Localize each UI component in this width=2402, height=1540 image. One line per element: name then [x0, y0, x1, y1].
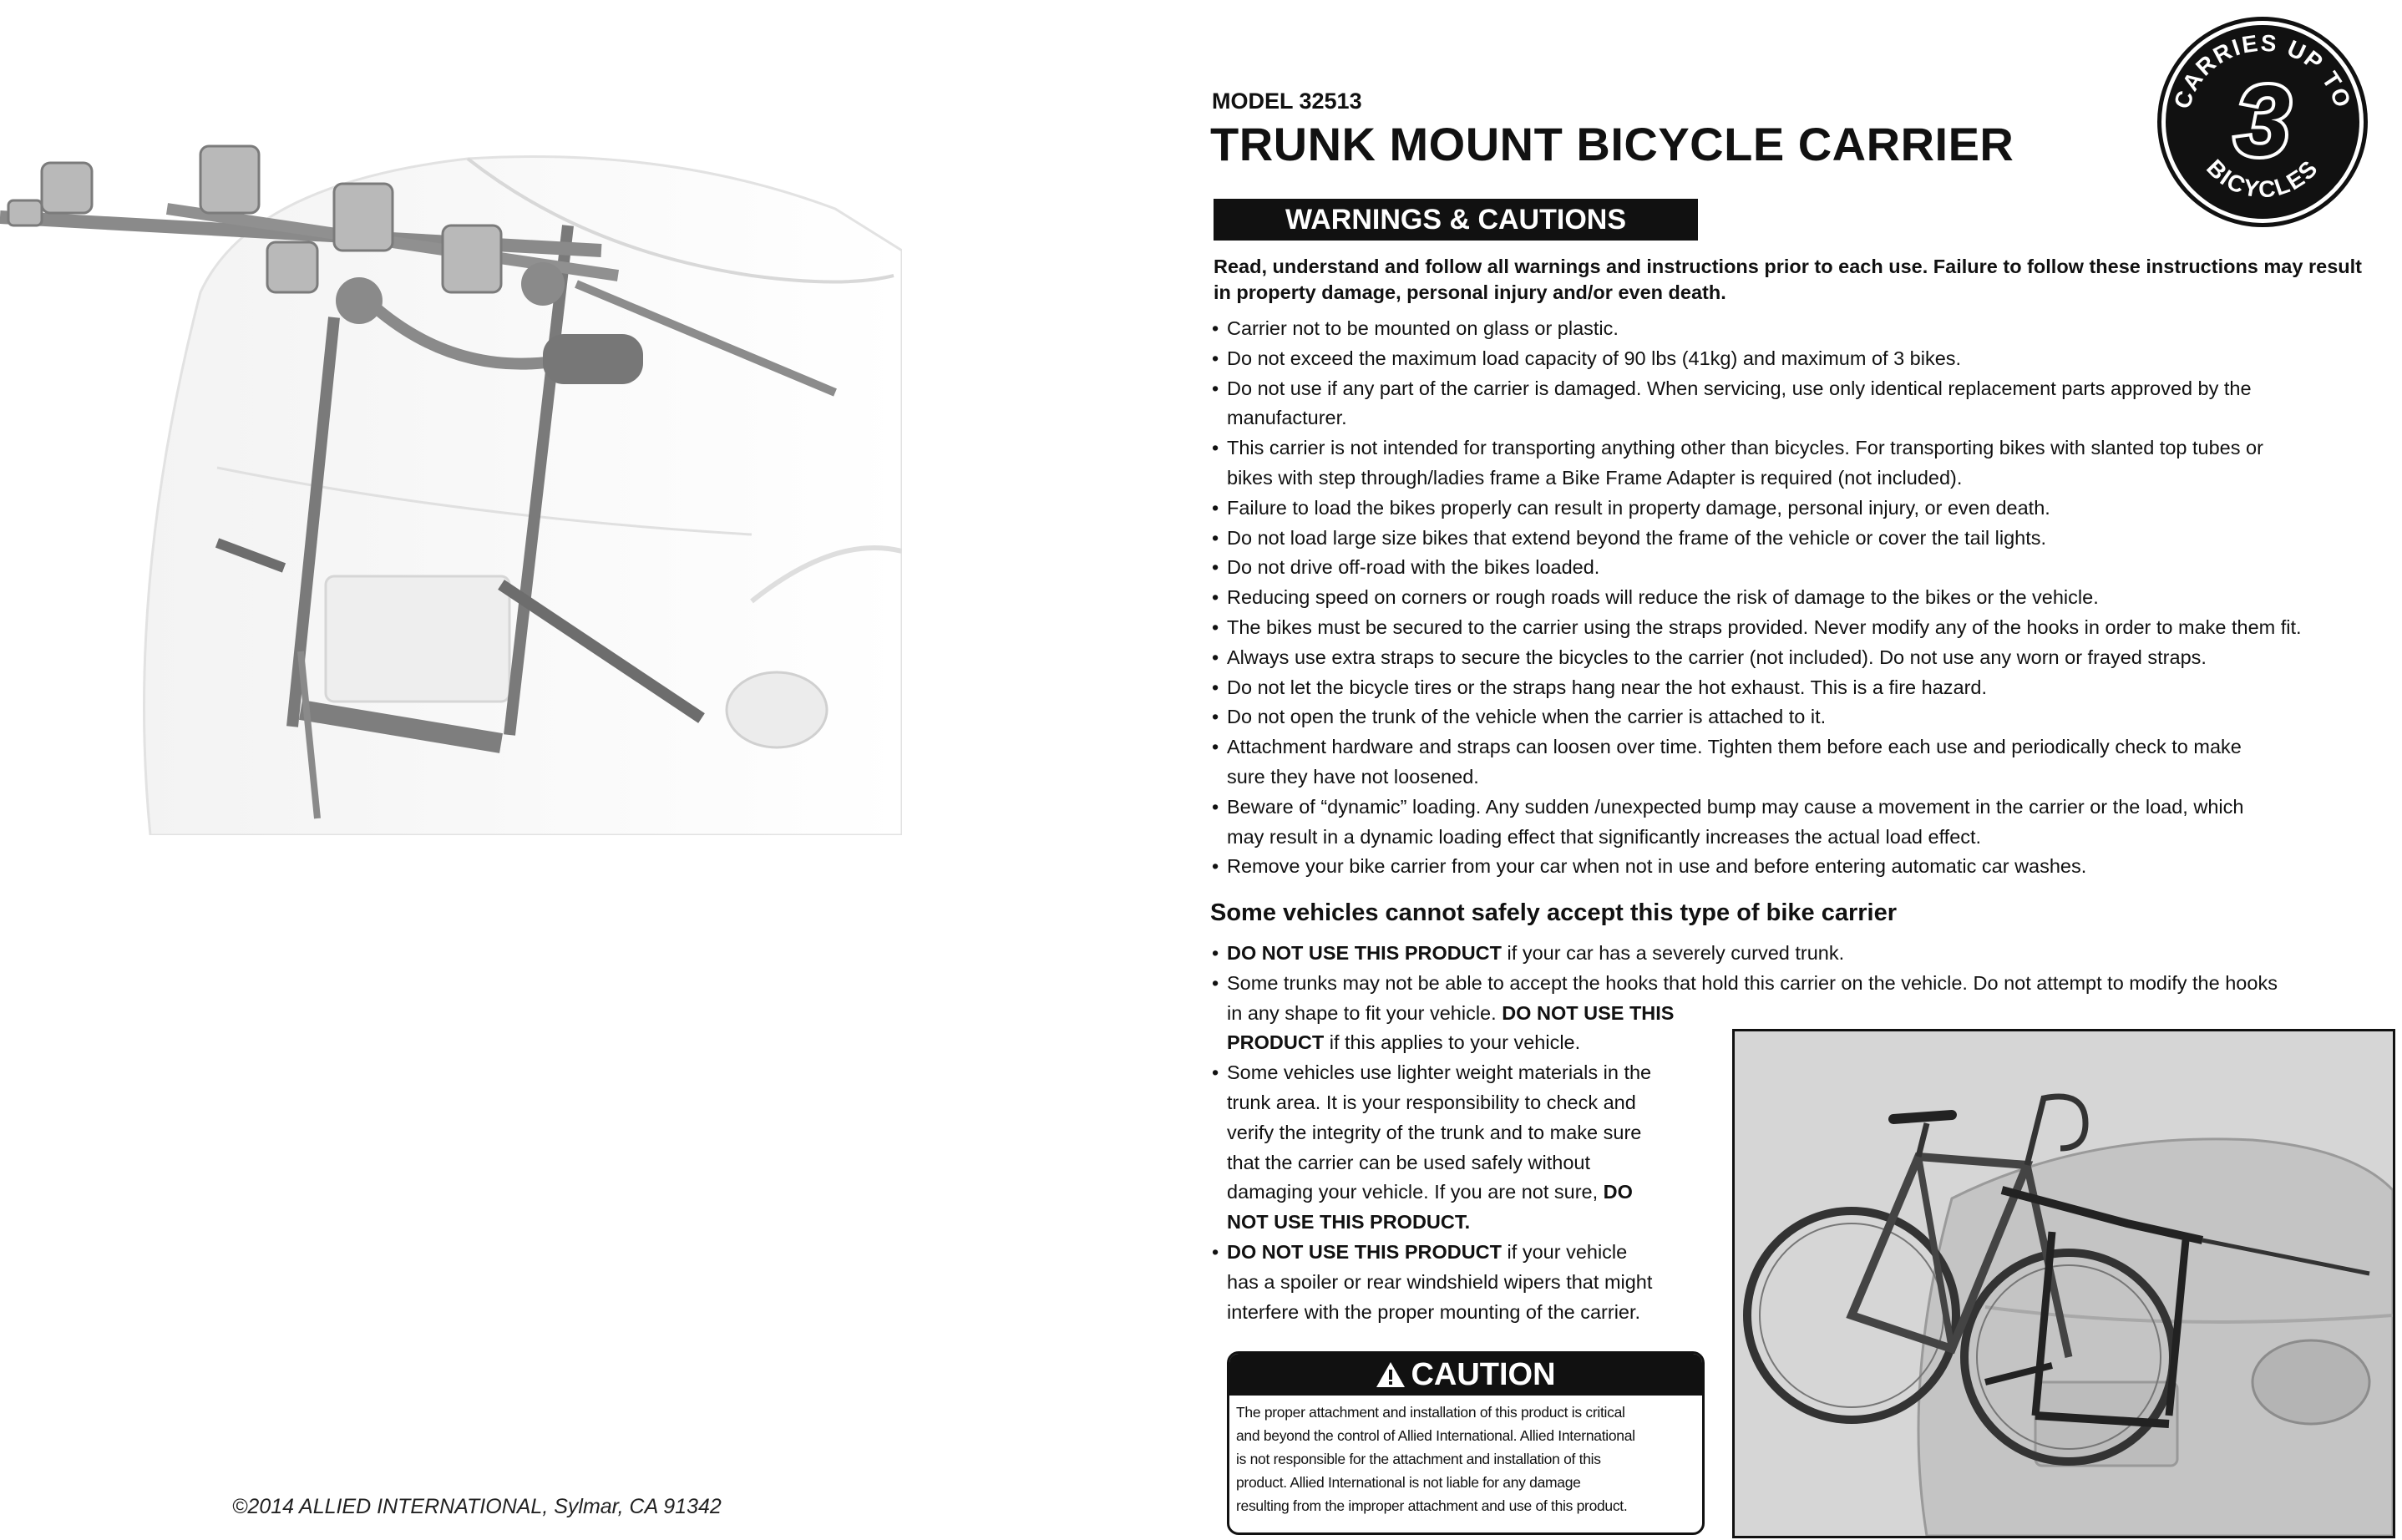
warning-item: • Attachment hardware and straps can loosen over time. Tighten them before each use and periodically check to make sure they have not loosened.	[1212, 732, 2398, 793]
badge-top-text: CARRIES UP TO	[2168, 29, 2357, 113]
caution-title: CAUTION	[1411, 1356, 1556, 1392]
page-title: TRUNK MOUNT BICYCLE CARRIER	[1210, 118, 2014, 170]
warning-item: • Do not let the bicycle tires or the straps hang near the hot exhaust. This is a fire hazard.	[1212, 673, 2398, 703]
caution-box	[1227, 1351, 1705, 1535]
warning-item: • The bikes must be secured to the carrier using the straps provided. Never modify any of the hooks in order to make them fit.	[1212, 613, 2398, 643]
warning-item: • Do not drive off-road with the bikes loaded.	[1212, 553, 2398, 583]
caution-text: The proper attachment and installation of this product is critical and beyond the control of Allied International. Allied International is not responsible for the attachment and installation of this product. Allied International is not liable for any damage resulting from the improper attachment and use of this product.	[1236, 1404, 1635, 1514]
do-not-use-text: DO NOT USE THIS PRODUCT.	[1227, 1181, 1633, 1234]
warning-item: • This carrier is not intended for transporting anything other than bicycles. For transporting bikes with slanted top tubes or bikes with step through/ladies frame a Bike Frame Adapter is required (not included).	[1212, 433, 2398, 494]
warnings-list	[1212, 314, 2398, 882]
vehicle-item	[1212, 939, 2398, 969]
carrier-illustration	[0, 0, 902, 835]
vehicles-heading: Some vehicles cannot safely accept this type of bike carrier	[1210, 899, 1898, 926]
do-not-use-text: DO NOT USE THIS PRODUCT	[1227, 942, 1503, 964]
caution-header	[1229, 1354, 1702, 1396]
warning-item: • Reducing speed on corners or rough roads will reduce the risk of damage to the bikes or the vehicle.	[1212, 583, 2398, 613]
warning-item: • Failure to load the bikes properly can result in property damage, personal injury, or even death.	[1212, 494, 2398, 524]
vehicle-item-text: if your vehicle has a spoiler or rear windshield wipers that might interfere with the proper mounting of the carrier.	[1227, 1240, 1653, 1323]
warning-item: • Do not exceed the maximum load capacity of 90 lbs (41kg) and maximum of 3 bikes.	[1212, 344, 2398, 374]
vehicle-item-text: Some vehicles use lighter weight materials in the trunk area. It is your responsibility to check and verify the integrity of the trunk and to make sure that the carrier can be used safely without damaging your vehicle. If you are not sure,	[1227, 1061, 1652, 1203]
warning-item: • Do not load large size bikes that extend beyond the frame of the vehicle or cover the tail lights.	[1212, 524, 2398, 554]
warning-item: • Do not open the trunk of the vehicle when the carrier is attached to it.	[1212, 702, 2398, 732]
do-not-use-text: DO NOT USE THIS PRODUCT	[1227, 1240, 1503, 1263]
vehicle-item-text: if this applies to your vehicle.	[1324, 1031, 1581, 1054]
warning-item: • Do not use if any part of the carrier is damaged. When servicing, use only identical replacement parts approved by the manufacturer.	[1212, 374, 2398, 434]
mounted-bike-photo	[1732, 1029, 2395, 1538]
warning-triangle-icon	[1376, 1361, 1406, 1388]
copyright-notice: ©2014 ALLIED INTERNATIONAL, Sylmar, CA 91342	[232, 1495, 722, 1518]
badge-bottom-text: BICYCLES	[2202, 154, 2323, 203]
warning-item: • Remove your bike carrier from your car when not in use and before entering automatic car washes.	[1212, 852, 2398, 882]
warning-item: • Always use extra straps to secure the bicycles to the carrier (not included). Do not use any worn or frayed straps.	[1212, 643, 2398, 673]
warning-item: • Carrier not to be mounted on glass or plastic.	[1212, 314, 2398, 344]
warnings-heading: WARNINGS & CAUTIONS	[1214, 199, 1698, 241]
warning-item: • Beware of “dynamic” loading. Any sudden /unexpected bump may cause a movement in the carrier or the load, which may result in a dynamic loading effect that significantly increases the actual load effect.	[1212, 793, 2398, 853]
warnings-intro: Read, understand and follow all warnings and instructions prior to each use. Failure to follow these instructions may result in property damage, personal injury and/or even death.	[1214, 256, 2362, 303]
vehicle-item-text: Some trunks may not be able to accept the hooks that hold this carrier on the vehicle. Do not attempt to modify the hooks in any shape to fit your vehicle.	[1227, 971, 2278, 1024]
capacity-badge	[2154, 13, 2371, 230]
badge-number: 3	[2234, 65, 2291, 177]
model-number: MODEL 32513	[1212, 89, 1362, 114]
do-not-use-text: DO NOT USE THIS PRODUCT	[1227, 1001, 1675, 1054]
vehicle-item-text: if your car has a severely curved trunk.	[1502, 942, 1845, 964]
